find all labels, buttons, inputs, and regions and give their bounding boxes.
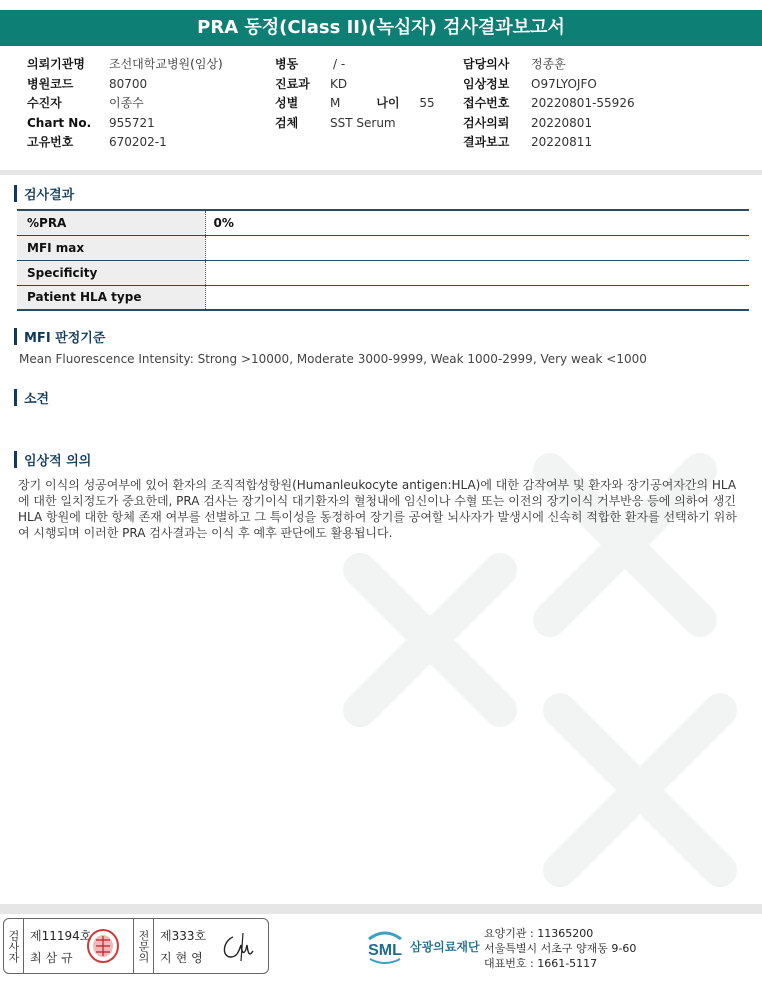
info-row [27, 55, 223, 75]
sml-logo [364, 925, 480, 967]
info-row [275, 114, 435, 134]
red-seal-icon [86, 928, 120, 964]
dept-value: KD [330, 76, 348, 91]
info-label: Chart No. [27, 115, 92, 130]
section-title: MFI 판정기준 [24, 330, 106, 346]
patient-info-col3 [463, 55, 635, 153]
info-row [463, 94, 635, 114]
row-value [205, 285, 749, 310]
specialist-name: 지현영 [160, 951, 207, 965]
info-value: 조선대학교병원(임상) [109, 57, 223, 71]
section-title: 임상적 의의 [24, 453, 92, 469]
org-phone: 대표번호 : 1661-5117 [484, 957, 598, 970]
section-title: 검사결과 [24, 187, 75, 203]
info-label: 수진자 [27, 96, 62, 110]
info-label: 접수번호 [463, 96, 510, 110]
org-name: 삼광의료재단 [410, 939, 480, 954]
row-label: Specificity [17, 260, 205, 285]
info-row [463, 133, 635, 153]
info-value: 정종훈 [531, 57, 566, 71]
section-clinical-heading [14, 450, 91, 468]
table-row [17, 210, 749, 235]
signature-box [3, 918, 269, 974]
info-value: 20220801 [531, 115, 593, 130]
info-label: 의뢰기관명 [27, 57, 85, 71]
specialist-cell [154, 919, 268, 973]
sml-logo-icon [364, 925, 406, 967]
examiner-name: 최삼규 [30, 951, 77, 965]
info-label: 임상정보 [463, 76, 510, 91]
info-row [27, 133, 223, 153]
dept-label: 진료과 [275, 76, 310, 91]
info-row [463, 114, 635, 134]
mfi-criteria-text: Mean Fluorescence Intensity: Strong >10000, Moderate 3000-9999, Weak 1000-2999, Very weak <1000 [19, 352, 647, 366]
logo-mark-text: SML [368, 942, 402, 959]
header-divider [0, 170, 762, 175]
info-label: 결과보고 [463, 135, 510, 149]
signature-icon [219, 931, 261, 963]
section-marker [14, 328, 17, 345]
section-results-heading [14, 184, 74, 202]
info-value: 955721 [109, 115, 155, 130]
info-row [463, 55, 635, 75]
sex-label: 성별 [275, 96, 299, 110]
age-label: 나이 [376, 96, 400, 110]
org-info [484, 926, 636, 971]
section-title: 소견 [24, 391, 50, 407]
patient-info-col2 [275, 55, 435, 133]
info-label: 고유번호 [27, 135, 74, 149]
row-label: %PRA [17, 210, 205, 235]
info-value: 80700 [109, 76, 148, 91]
specimen-value: SST Serum [330, 115, 396, 130]
section-marker [14, 185, 17, 202]
specialist-vertical-label [134, 919, 154, 973]
info-row [463, 75, 635, 95]
info-label: 담당의사 [463, 57, 510, 71]
ward-label: 병동 [275, 57, 299, 71]
info-value: O97LYOJFO [531, 76, 597, 91]
table-row [17, 260, 749, 285]
info-row [275, 94, 435, 114]
specialist-license: 제333호 [160, 929, 207, 943]
info-row [27, 94, 223, 114]
patient-info-col1 [27, 55, 223, 153]
info-value: 20220811 [531, 135, 593, 149]
ward-value: / - [333, 57, 346, 71]
row-label: MFI max [17, 235, 205, 260]
info-value: 20220801-55926 [531, 96, 635, 110]
row-label: Patient HLA type [17, 285, 205, 310]
section-remarks-heading [14, 388, 49, 406]
examiner-license: 제11194호 [30, 929, 92, 943]
examiner-vertical-label [4, 919, 24, 973]
section-mfi-heading [14, 327, 105, 345]
table-row [17, 235, 749, 260]
age-value: 55 [419, 96, 435, 110]
section-marker [14, 451, 17, 468]
org-address: 서울특별시 서초구 양재동 9-60 [484, 942, 637, 955]
org-code: 요양기관 : 11365200 [484, 927, 594, 940]
vertical-label-text: 전문의 [137, 929, 150, 963]
info-row [27, 114, 223, 134]
report-title: PRA 동정(Class II)(녹십자) 검사결과보고서 [0, 10, 762, 46]
results-table [17, 209, 749, 311]
footer-divider [0, 904, 762, 914]
info-row [275, 55, 435, 75]
info-label: 검사의뢰 [463, 115, 510, 130]
vertical-label-text: 검사자 [7, 929, 20, 963]
clinical-significance-text: 장기 이식의 성공여부에 있어 환자의 조직적합성항원(Humanleukocyte antigen:HLA)에 대한 감작여부 및 환자와 장기공여자간의 HLA에 대한 일치정도가 중요한데, PRA 검사는 장기이식 대기환자의 혈청내에 임신이나 수혈 또는 이전의 장기이식 거부반응 등에 의하여 생긴 HLA 항원에 대한 항체 존재 여부를 선별하고 그 특이성을 동정하여 장기를 공여할 뇌사자가 발생시에 신속히 적합한 환자를 선택하기 위하여 시행되며 이러한 PRA 검사결과는 이식 후 예후 판단에도 활용됩니다. [18, 478, 737, 540]
row-value: 0% [213, 215, 234, 230]
section-marker [14, 389, 17, 406]
examiner-cell [24, 919, 134, 973]
info-row [27, 75, 223, 95]
info-label: 병원코드 [27, 76, 74, 91]
specimen-label: 검체 [275, 115, 299, 130]
info-value: 670202-1 [109, 135, 167, 149]
info-value: 이종수 [109, 96, 144, 110]
row-value [205, 260, 749, 285]
table-row [17, 285, 749, 310]
row-value [205, 235, 749, 260]
info-row [275, 75, 435, 95]
sex-value: M [330, 96, 341, 110]
